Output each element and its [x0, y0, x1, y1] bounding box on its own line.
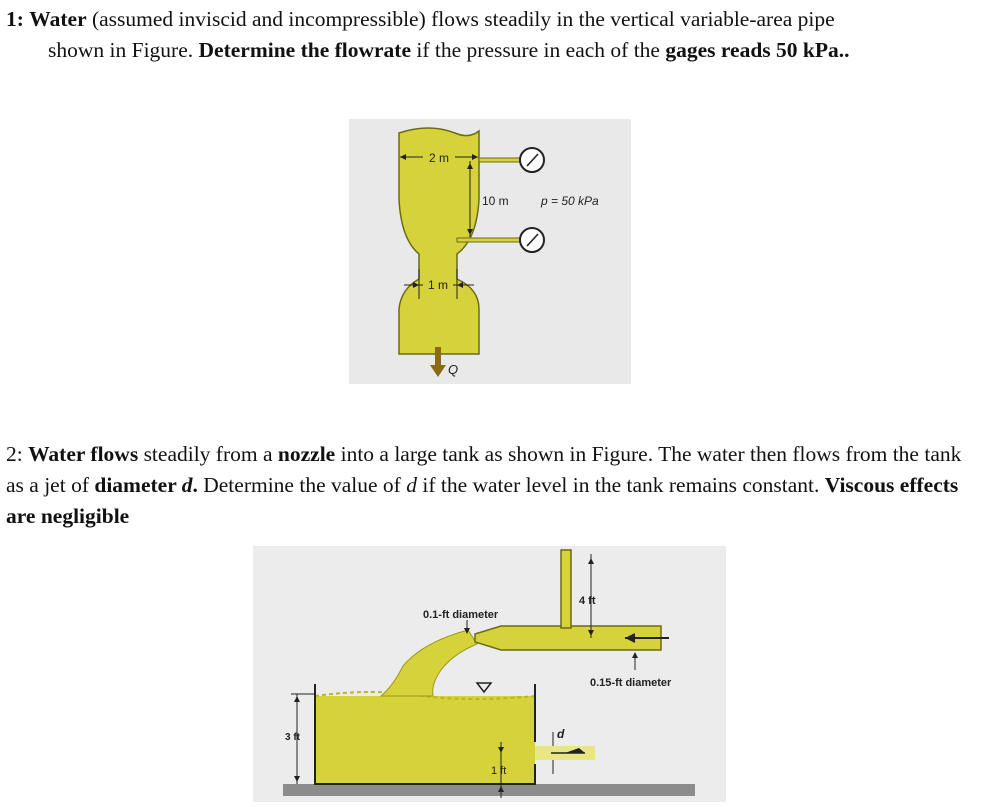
- label-bottom-width: 1 m: [427, 278, 449, 292]
- problem-1-text-3: if the pressure in each of the: [411, 38, 666, 62]
- problem-2-text-4: Determine the value of: [197, 473, 407, 497]
- label-tank-height: 3 ft: [285, 732, 300, 743]
- problem-2-bold-nozzle: nozzle: [277, 442, 336, 466]
- problem-2-bold-diameter: diameter: [94, 473, 182, 497]
- nozzle-stream: [381, 630, 477, 696]
- label-flow-q: Q: [448, 362, 459, 377]
- problem-2-number: 2:: [6, 442, 29, 466]
- problem-1-bold-determine: Determine the flowrate: [198, 38, 412, 62]
- pressure-gage-upper-icon: [520, 148, 544, 172]
- problem-1-text: [6, 4, 976, 66]
- label-nozzle-diameter: 0.1-ft diameter: [423, 609, 499, 621]
- problem-2-text: [6, 439, 976, 532]
- problem-2-text-2: steadily from a: [138, 442, 278, 466]
- problem-2-italic-d: d: [406, 473, 417, 497]
- figure-2-nozzle-tank: [253, 546, 726, 802]
- figure-1-variable-area-pipe: [349, 119, 631, 384]
- problem-1-bold-gages: gages reads 50 kPa..: [665, 38, 850, 62]
- problem-2-bold-water-flows: Water flows: [28, 442, 139, 466]
- problem-1-bold-water: Water: [29, 7, 87, 31]
- standpipe: [561, 550, 571, 628]
- problem-2-text-5: if the water level in the tank remains constant.: [416, 473, 825, 497]
- label-pipe-diameter: 0.15-ft diameter: [590, 677, 672, 689]
- label-height: 10 m: [482, 194, 509, 208]
- problem-2-bold-d: d: [181, 473, 193, 497]
- label-top-width: 2 m: [428, 151, 450, 165]
- label-jet-d: d: [557, 727, 565, 741]
- pressure-gage-lower-icon: [520, 228, 544, 252]
- ground: [283, 784, 695, 796]
- label-pressure: p = 50 kPa: [541, 194, 599, 208]
- problem-2-text-3: into a large tank as shown in Figure. The water then flows from the tank as a jet of: [6, 442, 962, 497]
- gage-tap-upper: [479, 158, 521, 162]
- problem-2-bold-viscous: Viscous effects are negligible: [6, 473, 959, 528]
- problem-1-text-2: shown in Figure.: [48, 38, 199, 62]
- gage-tap-lower: [457, 238, 521, 242]
- problem-2-bold-period: .: [192, 473, 198, 497]
- problem-1-text-1: (assumed inviscid and incompressible) flows steadily in the vertical variable-area pipe: [86, 7, 835, 31]
- free-surface-marker: [477, 683, 491, 692]
- label-jet-height: 1 ft: [491, 765, 507, 777]
- problem-1-number: 1:: [6, 7, 24, 31]
- label-pipe-height: 4 ft: [579, 595, 596, 607]
